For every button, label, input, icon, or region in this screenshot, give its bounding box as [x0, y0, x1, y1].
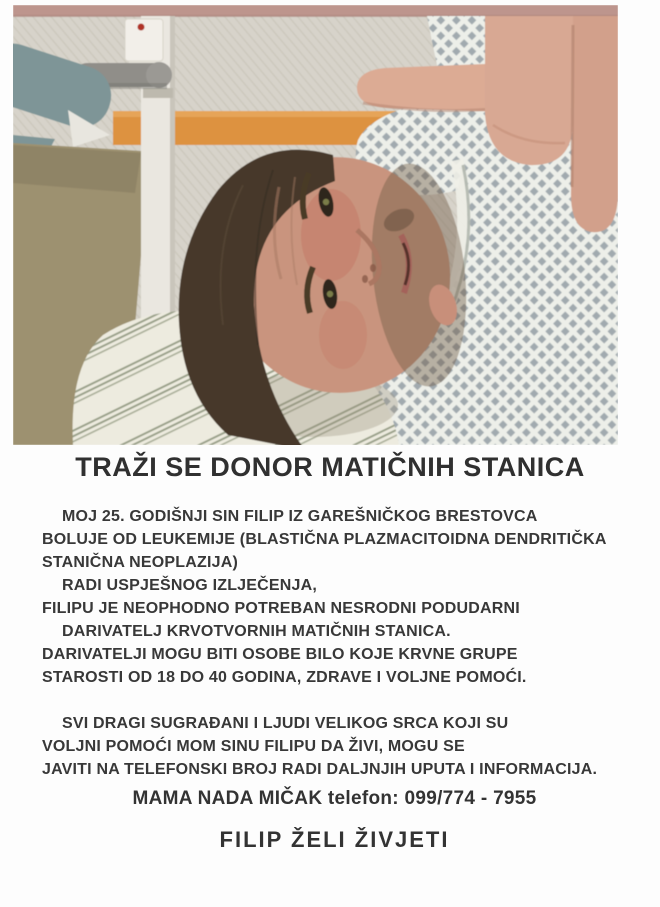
nostril: [370, 264, 376, 272]
body-line: STANIČNA NEOPLAZIJA): [42, 554, 238, 571]
body-line: STAROSTI OD 18 DO 40 GODINA, ZDRAVE I VOLJNE POMOĆI.: [42, 669, 527, 686]
finger-crease: [572, 25, 573, 187]
patient-photo-illustration: [13, 5, 618, 445]
contact-line: MAMA NADA MIČAK telefon: 099/774 - 7955: [132, 788, 537, 809]
body-line: MOJ 25. GODIŠNJI SIN FILIP IZ GAREŠNIČKOG BRESTOVCA: [62, 508, 538, 525]
patient-photo: [13, 5, 618, 445]
finger: [571, 16, 618, 232]
body-line: DARIVATELJ KRVOTVORNIH MATIČNIH STANICA.: [62, 623, 451, 640]
bed-rail-bracket: [143, 88, 173, 98]
nostril: [362, 275, 368, 283]
flyer-appeal: [42, 712, 627, 781]
body-line: BOLUJE OD LEUKEMIJE (BLASTIČNA PLAZMACITOIDNA DENDRITIČKA: [42, 531, 607, 548]
red-indicator-light: [138, 24, 145, 31]
wall-top-strip: [13, 5, 618, 16]
appeal-line: VOLJNI POMOĆI MOM SINU FILIPU DA ŽIVI, MOGU SE: [42, 738, 465, 755]
flyer-body: [42, 505, 627, 851]
flyer-title: TRAŽI SE DONOR MATIČNIH STANICA: [75, 452, 585, 482]
body-line: DARIVATELJI MOGU BITI OSOBE BILO KOJE KRVNE GRUPE: [42, 646, 518, 663]
cheek-blush: [319, 301, 367, 369]
closing-line: FILIP ŽELI ŽIVJETI: [219, 827, 450, 852]
body-line: FILIPU JE NEOPHODNO POTREBAN NESRODNI PODUDARNI: [42, 600, 520, 617]
iris: [323, 199, 329, 205]
appeal-line: SVI DRAGI SUGRAĐANI I LJUDI VELIKOG SRCA KOJI SU: [62, 715, 509, 732]
appeal-line: JAVITI NA TELEFONSKI BROJ RADI DALJNJIH UPUTA I INFORMACIJA.: [42, 761, 598, 778]
iris: [327, 291, 333, 297]
body-line: RADI USPJEŠNOG IZLJEČENJA,: [62, 577, 318, 594]
